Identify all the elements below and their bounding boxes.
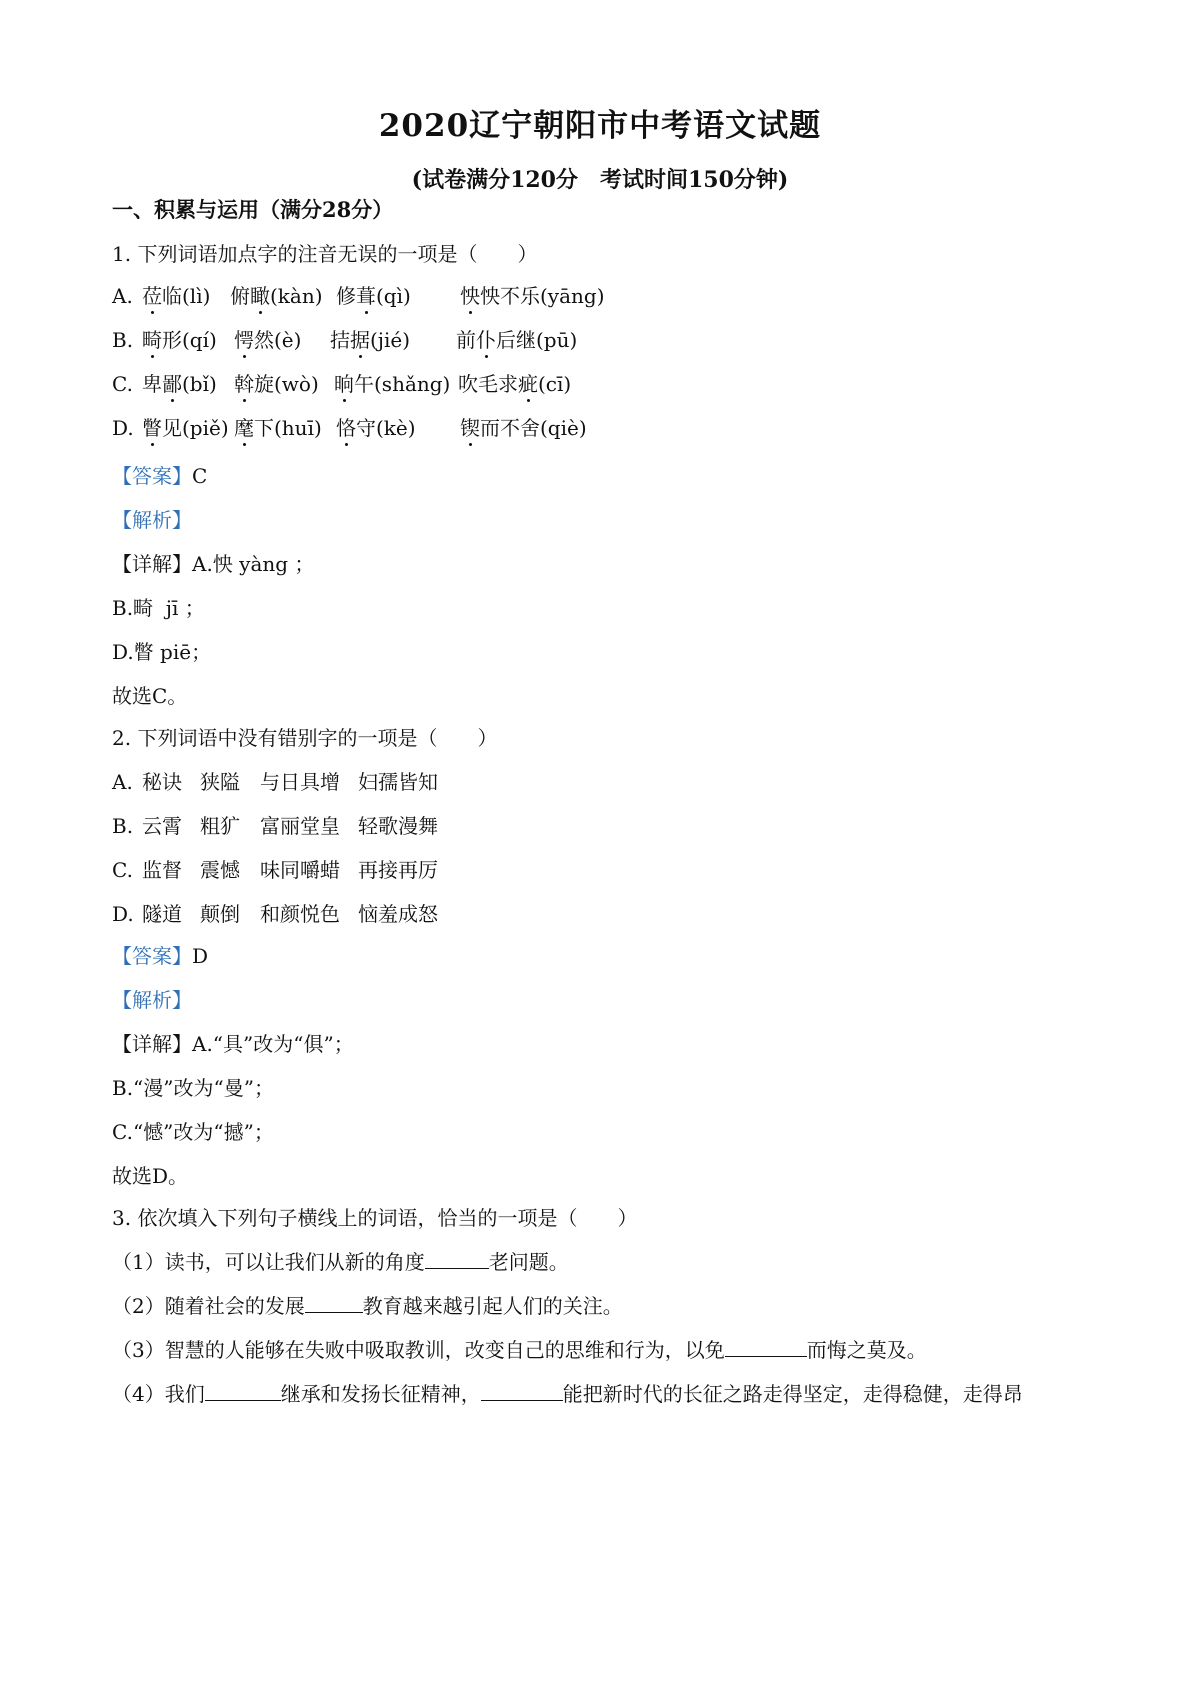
fill-blank	[481, 1380, 563, 1401]
word: 秘诀	[142, 770, 182, 794]
q2-detail-b: B.“漫”改为“曼”；	[112, 1076, 274, 1100]
q1-option-c	[112, 370, 1112, 398]
word: 轻歌漫舞	[358, 814, 438, 838]
word: 前仆后继(pū)	[456, 328, 578, 352]
word: 恼羞成怒	[358, 902, 438, 926]
q3-sentence-3: （3）智慧的人能够在失败中吸取教训，改变自己的思维和行为，以免 而悔之莫及。	[112, 1338, 927, 1362]
q1-stem: 1. 下列词语加点字的注音无误的一项是（ ）	[112, 242, 538, 266]
q2-analysis-tag: 【解析】	[112, 988, 192, 1012]
q2-option-d: D. 隧道 颠倒 和颜悦色 恼羞成怒	[112, 902, 438, 926]
q1-option-b	[112, 326, 1112, 354]
answer-tag: 【答案】	[112, 944, 192, 968]
q2-stem: 2. 下列词语中没有错别字的一项是（ ）	[112, 726, 498, 750]
q1-analysis-tag: 【解析】	[112, 508, 192, 532]
word: 莅临(lì)	[142, 284, 211, 308]
word: 狭隘	[200, 770, 240, 794]
word: 卑鄙(bǐ)	[142, 372, 217, 396]
word: 妇孺皆知	[358, 770, 438, 794]
q1-option-a	[112, 282, 1112, 310]
fill-blank	[725, 1336, 807, 1357]
fill-blank	[425, 1248, 489, 1269]
word: 味同嚼蜡	[260, 858, 340, 882]
q2-option-c: C. 监督 震憾 味同嚼蜡 再接再厉	[112, 858, 438, 882]
word: 富丽堂皇	[260, 814, 340, 838]
q3-sentence-2: （2）随着社会的发展 教育越来越引起人们的关注。	[112, 1294, 623, 1318]
word: 怏怏不乐(yāng)	[460, 284, 605, 308]
word: 畸形(qí)	[142, 328, 217, 352]
fill-blank	[305, 1292, 363, 1313]
word: 瞥见(piě)	[142, 416, 229, 440]
option-label: B.	[112, 328, 134, 352]
answer-value: D	[192, 944, 209, 968]
q3-sentence-4: （4）我们 继承和发扬长征精神， 能把新时代的长征之路走得坚定，走得稳健，走得昂	[112, 1382, 1023, 1406]
word: 恪守(kè)	[336, 416, 416, 440]
word: 斡旋(wò)	[234, 372, 319, 396]
word: 麾下(huī)	[234, 416, 322, 440]
q1-option-d	[112, 414, 1112, 442]
word: 与日具增	[260, 770, 340, 794]
word: 隧道	[142, 902, 182, 926]
answer-tag: 【答案】	[112, 464, 192, 488]
word: 颠倒	[200, 902, 240, 926]
word: 监督	[142, 858, 182, 882]
word: 俯瞰(kàn)	[230, 284, 323, 308]
word: 修葺(qì)	[336, 284, 411, 308]
word: 震憾	[200, 858, 240, 882]
word: 晌午(shǎng)	[334, 372, 451, 396]
word: 吹毛求疵(cī)	[458, 372, 572, 396]
option-label: D.	[112, 416, 134, 440]
answer-value: C	[192, 464, 208, 488]
word: 云霄	[142, 814, 182, 838]
q2-option-b: B. 云霄 粗犷 富丽堂皇 轻歌漫舞	[112, 814, 438, 838]
q1-detail-b: B.畸 jī ；	[112, 596, 205, 620]
word: 锲而不舍(qiè)	[460, 416, 587, 440]
word: 拮据(jié)	[330, 328, 411, 352]
q1-conclusion: 故选C。	[112, 684, 188, 708]
q1-detail: 【详解】A.怏 yàng ；	[112, 552, 315, 576]
q2-conclusion: 故选D。	[112, 1164, 189, 1188]
word: 粗犷	[200, 814, 240, 838]
q3-stem: 3. 依次填入下列句子横线上的词语，恰当的一项是（ ）	[112, 1206, 638, 1230]
section-heading: 一、积累与运用（满分28分）	[112, 197, 394, 222]
q3-sentence-1: （1）读书，可以让我们从新的角度 老问题。	[112, 1250, 569, 1274]
word: 愕然(è)	[234, 328, 302, 352]
q2-detail-c: C.“憾”改为“撼”；	[112, 1120, 274, 1144]
fill-blank	[205, 1380, 281, 1401]
option-label: A.	[112, 284, 133, 308]
q1-detail-d: D.瞥 piē；	[112, 640, 212, 664]
page-subtitle: (试卷满分120分 考试时间150分钟)	[411, 167, 789, 193]
q2-option-a: A. 秘诀 狭隘 与日具增 妇孺皆知	[112, 770, 438, 794]
word: 再接再厉	[358, 858, 438, 882]
option-label: C.	[112, 372, 133, 396]
page-title: 2020辽宁朝阳市中考语文试题	[378, 108, 822, 144]
word: 和颜悦色	[260, 902, 340, 926]
q1-answer	[112, 462, 207, 490]
q2-detail: 【详解】A.“具”改为“俱”；	[112, 1032, 354, 1056]
q2-answer	[112, 942, 208, 970]
